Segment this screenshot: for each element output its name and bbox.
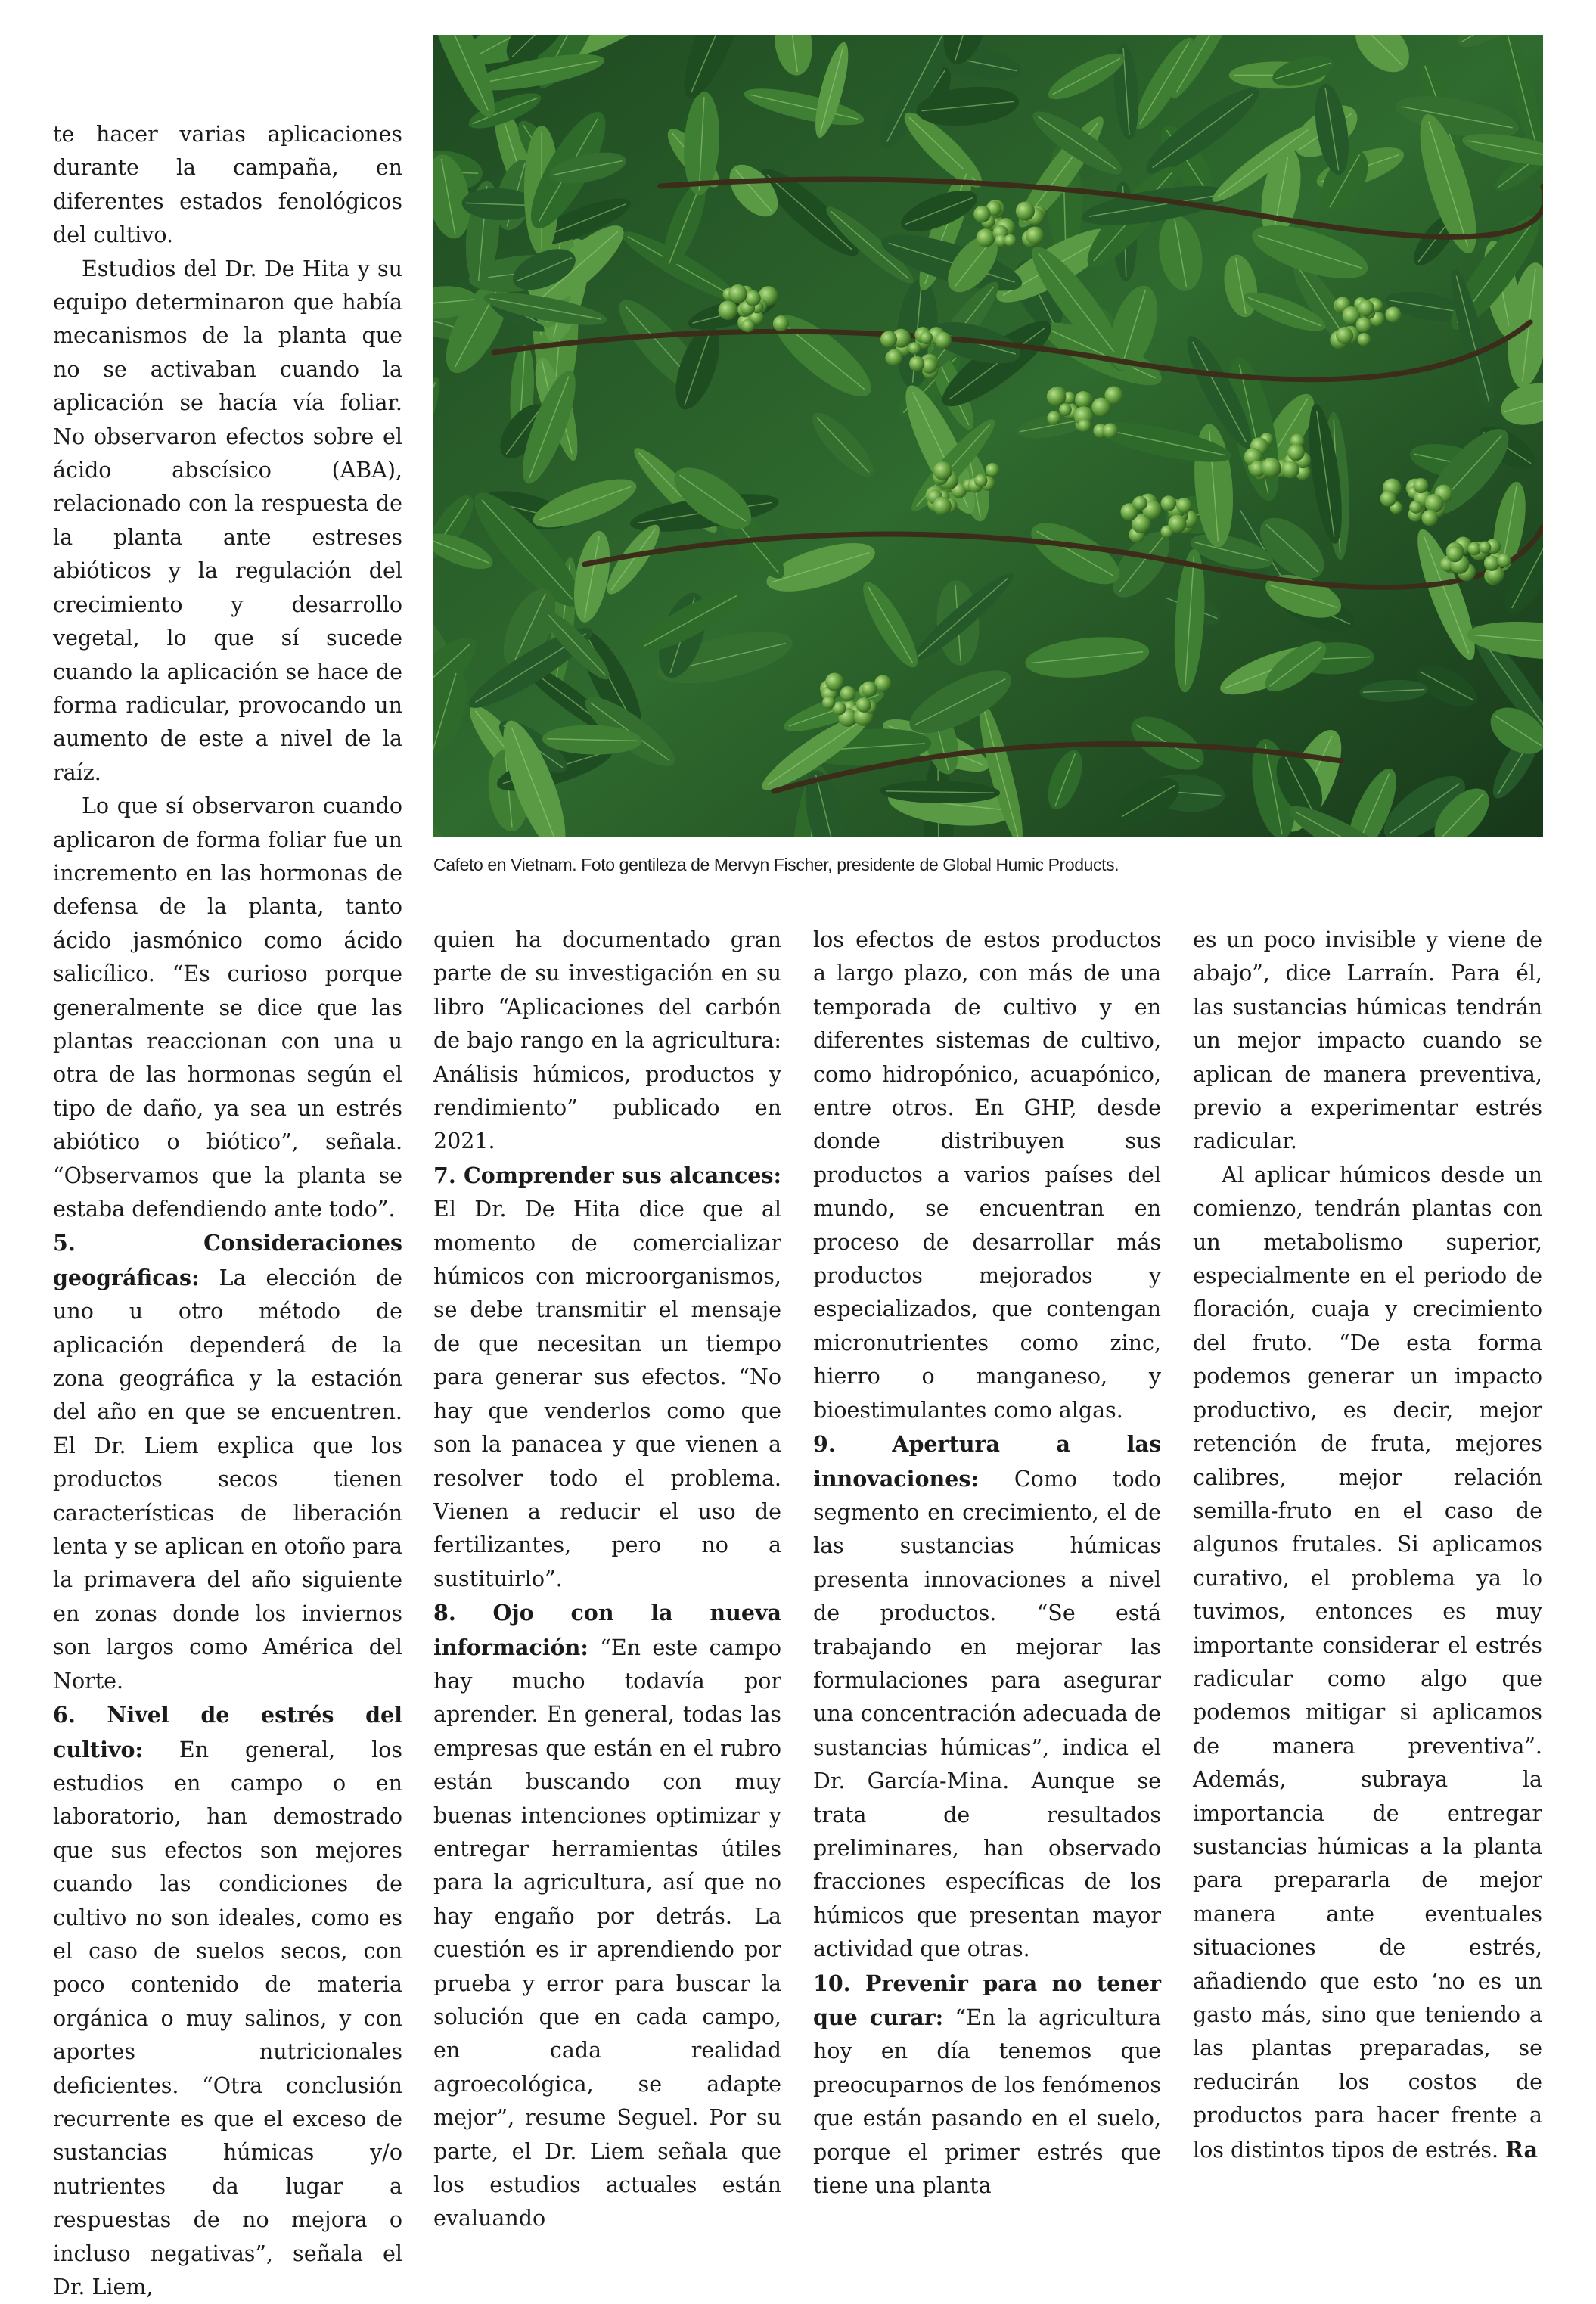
section-text: Como todo segmento en crecimiento, el de las sustancias húmicas presenta innovaciones a nivel de productos. “Se está trabajando en mejorar las formulaciones para asegurar una concentración adecuada de sustancias húmicas”, indica el Dr. García-Mina. Aunque se trata de resultados preliminares, han observado fracciones específicas de los húmicos que presentan mayor actividad que otras. (813, 1467, 1161, 1962)
coffee-berry (1336, 327, 1353, 344)
coffee-berry (1026, 227, 1044, 245)
column-1 (53, 118, 402, 2304)
section-heading: 10. Prevenir para no tener que curar: (813, 1970, 1161, 2030)
coffee-berry (1161, 495, 1177, 511)
column-2 (433, 924, 781, 2236)
coffee-berry (1078, 419, 1091, 433)
section-9 (813, 1427, 1161, 1967)
photo-caption: Cafeto en Vietnam. Foto gentileza de Mervyn Fischer, presidente de Global Humic Products. (433, 855, 1119, 875)
coffee-berry (1425, 494, 1444, 513)
coffee-berry (1281, 461, 1299, 479)
end-signature: Ra (1505, 2137, 1538, 2163)
coffee-berry (1356, 317, 1372, 333)
coffee-berry (1380, 491, 1396, 507)
coffee-berry (741, 319, 755, 333)
coffee-berry (1413, 478, 1428, 493)
coffee-berry (973, 206, 991, 223)
section-heading: 9. Apertura a las innovaciones: (813, 1431, 1161, 1491)
coffee-berry (908, 342, 921, 354)
section-heading: 6. Nivel de estrés del cultivo: (53, 1702, 402, 1762)
coffee-berry (745, 290, 761, 306)
coffee-berry (1484, 555, 1500, 571)
coffee-berry (1421, 510, 1438, 526)
coffee-berry (1168, 514, 1186, 533)
coffee-berry (1287, 444, 1304, 461)
paragraph: Estudios del Dr. De Hita y su equipo determinaron que había mecanismos de la planta que no se activaban cuando la aplicación se hacía vía foliar. No observaron efectos sobre el ácido abscísico (ABA), relacionado con la respuesta de la planta ante estreses abióticos y la regulación del crecimiento y desarrollo vegetal, lo que sí sucede cuando la aplicación se hace de forma radicular, provocando un aumento de este a nivel de la raíz. (53, 253, 402, 790)
coffee-berry (1176, 498, 1192, 514)
coffee-berry (1047, 411, 1060, 424)
section-text: “En la agricultura hoy en día tenemos que preocuparnos de los fenómenos que están pasando en el suelo, porque el primer estrés que tiene una planta (813, 2005, 1161, 2198)
paragraph: quien ha documentado gran parte de su investigación en su libro “Aplicaciones del carbón de bajo rango en la agricultura: Análisis húmicos, productos y rendimiento” publicado en 2021. (433, 924, 781, 1159)
coffee-berry (986, 463, 1000, 477)
coffee-berry (920, 331, 933, 344)
coffee-leaves-illustration (433, 35, 1543, 837)
coffee-berry (822, 696, 835, 709)
coffee-plant-photo (433, 35, 1543, 837)
coffee-berry (1358, 333, 1371, 346)
section-text: En general, los estudios en campo o en laboratorio, han demostrado que sus efectos son mejores cuando las condiciones de cultivo no son ideales, como es el caso de suelos secos, con poco contenido de materia orgánica o muy salinos, y con aportes nutricionales deficientes. “Otra conclusión recurrente es que el exceso de sustancias húmicas y/o nutrientes da lugar a respuestas de no mejora o incluso negativas”, señala el Dr. Liem, (53, 1737, 402, 2300)
coffee-berry (1358, 300, 1374, 316)
coffee-berry (874, 675, 891, 691)
section-text: El Dr. De Hita dice que al momento de comercializar húmicos con microorganismos, se debe transmitir el mensaje de que necesitan un tiempo para generar sus efectos. “No hay que venderlos como que son la panacea y que vienen a resolver todo el problema. Vienen a reducir el uso de fertilizantes, pero no a sustituirlo”. (433, 1197, 781, 1591)
coffee-berry (880, 331, 897, 348)
section-6 (53, 1698, 402, 2304)
paragraph: los efectos de estos productos a largo plazo, con más de una temporada de cultivo y en diferentes sistemas de cultivo, como hidropónico, acuapónico, entre otros. En GHP, desde donde distribuyen sus productos a varios países del mundo, se encuentran en proceso de desarrollar más productos mejorados y especializados, que contengan micronutrientes como zinc, hierro o manganeso, y bioestimulantes como algas. (813, 924, 1161, 1427)
paragraph: es un poco invisible y viene de abajo”, dice Larraín. Para él, las sustancias húmicas tendrán un mejor impacto cuando se aplican de manera preventiva, previo a experimentar estrés radicular. (1193, 924, 1542, 1159)
paragraph: Lo que sí observaron cuando aplicaron de forma foliar fue un incremento en las hormonas de defensa de la planta, tanto ácido jasmónico como ácido salicílico. “Es curioso porque generalmente se dice que las plantas reaccionan con una u otra de las hormonas según el tipo de daño, ya sea un estrés abiótico o biótico”, señala. “Observamos que la planta se estaba defendiendo ante todo”. (53, 790, 402, 1226)
section-heading: 7. Comprender sus alcances: (433, 1163, 781, 1188)
coffee-berry (1409, 501, 1422, 514)
section-7 (433, 1159, 781, 1596)
coffee-berry (933, 497, 951, 515)
column-3 (813, 924, 1161, 2203)
coffee-berry (1004, 234, 1016, 247)
coffee-berry (862, 682, 877, 697)
section-text: La elección de uno u otro método de aplicación dependerá de la zona geográfica y la estación del año en que se encuentren. El Dr. Liem explica que los productos secos tienen características de liberación lenta y se aplican en otoño para la primavera del año siguiente en zonas donde los inviernos son largos como América del Norte. (53, 1265, 402, 1694)
paragraph (1193, 1159, 1542, 2167)
coffee-berry (1133, 496, 1147, 511)
coffee-berry (1385, 306, 1401, 322)
coffee-berry (773, 315, 789, 331)
paragraph-text: Al aplicar húmicos desde un comienzo, tendrán plantas con un metabolismo superior, especialmente en el periodo de floración, cuaja y crecimiento del fruto. “De esta forma podemos generar un impacto productivo, es decir, mejor retención de fruta, mejores calibres, mejor relación semilla-fruto en el caso de algunos frutales. Si aplicamos curativo, el problema ya lo tuvimos, entonces es muy importante considerar el estrés radicular como algo que podemos mitigar si aplicamos de manera preventiva”. Además, subraya la importancia de entregar sustancias húmicas a la planta para prepararla de mejor manera ante eventuales situaciones de estrés, añadiendo que esto ‘no es un gasto más, sino que teniendo a las plantas preparadas, se reducirán los costos de productos para hacer frente a los distintos tipos de estrés. (1193, 1163, 1542, 2163)
section-5 (53, 1226, 402, 1698)
coffee-berry (1047, 387, 1067, 406)
coffee-berry (933, 461, 952, 480)
coffee-berry (977, 228, 995, 247)
coffee-berry (886, 349, 902, 366)
section-text: “En este campo hay mucho todavía por aprender. En general, todas las empresas que están en el rubro están buscando con muy buenas intenciones optimizar y entregar herramientas útiles para la agricultura, así que no hay engaño por detrás. La cuestión es ir aprendiendo por prueba y error para buscar la solución que en cada campo, en cada realidad agroecológica, se adapte mejor”, resume Seguel. Por su parte, el Dr. Liem señala que los estudios actuales están evaluando (433, 1635, 781, 2231)
coffee-berry (728, 284, 747, 303)
coffee-berry (1467, 542, 1481, 556)
section-8 (433, 1596, 781, 2236)
section-10 (813, 1967, 1161, 2203)
coffee-berry (909, 356, 924, 371)
coffee-berry (840, 686, 855, 701)
coffee-berry (935, 332, 952, 349)
coffee-berry (974, 474, 987, 487)
coffee-berry (1479, 542, 1491, 554)
coffee-berry (1446, 545, 1463, 562)
coffee-berry (1103, 424, 1118, 439)
coffee-berry (1091, 398, 1110, 417)
coffee-berry (1059, 403, 1072, 416)
section-heading: 8. Ojo con la nueva información: (433, 1600, 781, 1660)
coffee-berry (1016, 201, 1035, 220)
column-4 (1193, 924, 1542, 2167)
coffee-berry (856, 697, 871, 713)
coffee-berry (1497, 554, 1511, 567)
coffee-berry (1075, 391, 1091, 408)
section-heading: 5. Consideraciones geográficas: (53, 1230, 402, 1290)
coffee-berry (1262, 458, 1281, 477)
coffee-berry (719, 300, 738, 320)
coffee-berry (825, 673, 843, 691)
paragraph: te hacer varias aplicaciones durante la campaña, en diferentes estados fenológicos del cultivo. (53, 118, 402, 253)
